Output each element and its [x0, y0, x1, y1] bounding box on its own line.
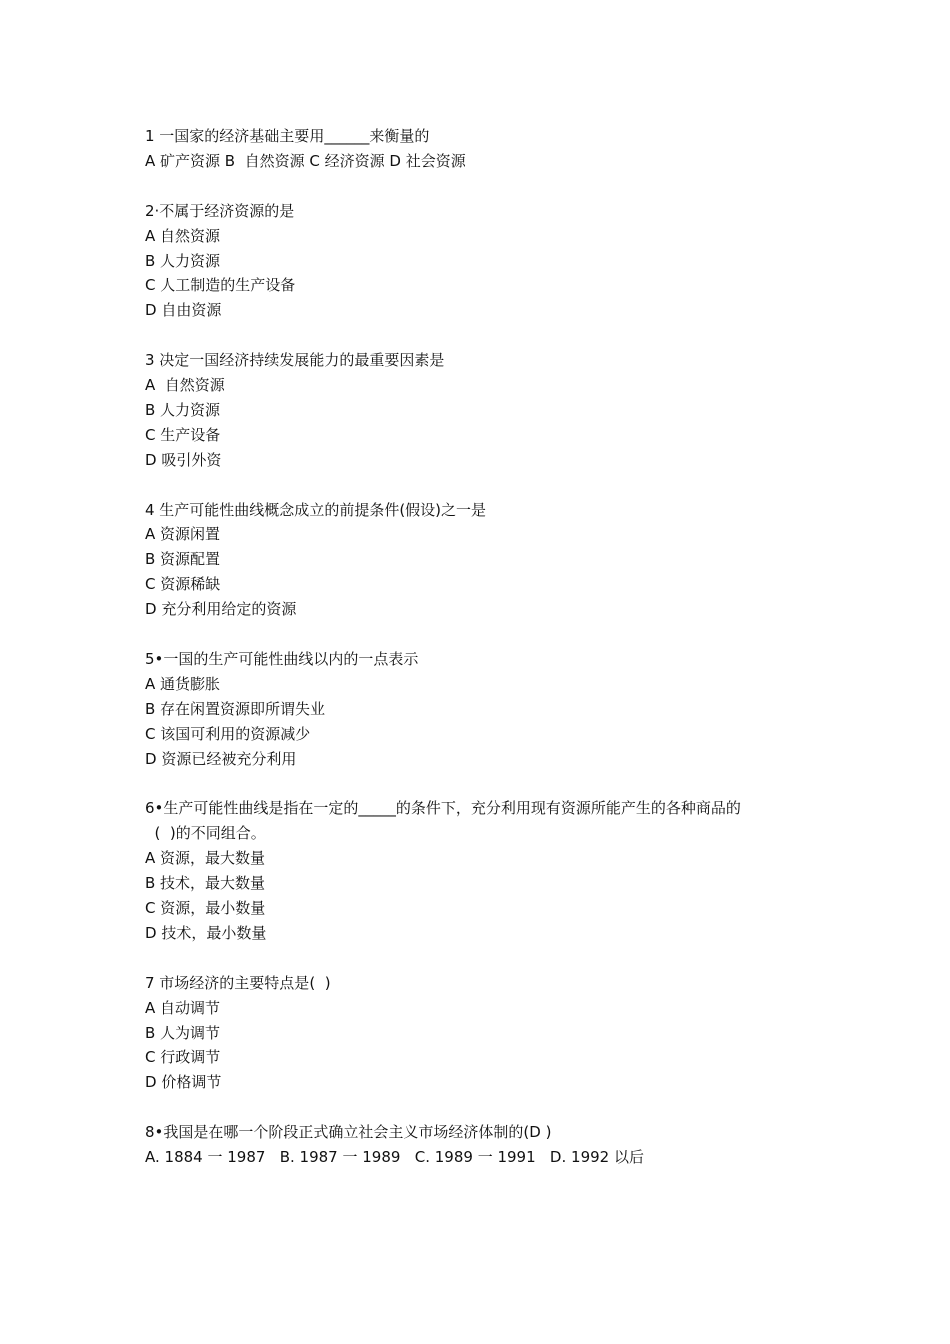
question-6-option-b: B 技术，最大数量 [145, 874, 266, 893]
blank-line [145, 622, 825, 647]
question-2-stem: 2·不属于经济资源的是 [145, 201, 295, 220]
question-6 [145, 796, 825, 945]
question-3-stem: 3 决定一国经济持续发展能力的最重要因素是 [145, 351, 445, 370]
question-7-option-c: C 行政调节 [145, 1048, 221, 1067]
question-6-stem-continued: ( )的不同组合。 [145, 824, 266, 843]
question-2-option-d: D 自由资源 [145, 301, 222, 320]
blank-line [145, 772, 825, 797]
question-7 [145, 971, 825, 1096]
question-5-stem: 5•一国的生产可能性曲线以内的一点表示 [145, 649, 419, 668]
question-2-option-a: A 自然资源 [145, 226, 221, 245]
question-3-option-a: A 自然资源 [145, 376, 225, 395]
question-4-stem: 4 生产可能性曲线概念成立的前提条件(假设)之一是 [145, 500, 487, 519]
question-4-option-b: B 资源配置 [145, 550, 221, 569]
blank-line [145, 946, 825, 971]
blank-line [145, 174, 825, 199]
question-4-option-c: C 资源稀缺 [145, 575, 221, 594]
question-3-option-b: B 人力资源 [145, 400, 221, 419]
question-5 [145, 647, 825, 772]
question-3 [145, 348, 825, 473]
question-1 [145, 124, 825, 174]
question-7-option-a: A 自动调节 [145, 998, 221, 1017]
question-6-option-c: C 资源，最小数量 [145, 899, 266, 918]
question-6-option-a: A 资源，最大数量 [145, 849, 266, 868]
question-8-options: A. 1884 一 1987 B. 1987 一 1989 C. 1989 一 1991 D. 1992 以后 [145, 1148, 644, 1167]
question-4 [145, 498, 825, 623]
question-2 [145, 199, 825, 324]
blank-line [145, 323, 825, 348]
question-2-option-c: C 人工制造的生产设备 [145, 276, 296, 295]
question-2-option-b: B 人力资源 [145, 251, 221, 270]
question-7-option-d: D 价格调节 [145, 1073, 222, 1092]
question-4-option-a: A 资源闲置 [145, 525, 221, 544]
blank-line [145, 1095, 825, 1120]
question-4-option-d: D 充分利用给定的资源 [145, 600, 297, 619]
question-5-option-d: D 资源已经被充分利用 [145, 749, 297, 768]
question-6-option-d: D 技术，最小数量 [145, 923, 267, 942]
blank-line [145, 473, 825, 498]
question-3-option-c: C 生产设备 [145, 425, 221, 444]
question-5-option-a: A 通货膨胀 [145, 674, 221, 693]
question-6-stem: 6•生产可能性曲线是指在一定的_____的条件下，充分利用现有资源所能产生的各种商品的 [145, 799, 741, 818]
question-5-option-c: C 该国可利用的资源减少 [145, 724, 311, 743]
question-list [145, 124, 825, 1170]
question-7-option-b: B 人为调节 [145, 1023, 221, 1042]
question-1-stem: 1 一国家的经济基础主要用______来衡量的 [145, 127, 430, 145]
question-8-stem: 8•我国是在哪一个阶段正式确立社会主义市场经济体制的(D ) [145, 1123, 552, 1142]
question-1-options: A 矿产资源 B 自然资源 C 经济资源 D 社会资源 [145, 151, 466, 170]
question-7-stem: 7 市场经济的主要特点是( ) [145, 973, 331, 992]
question-8 [145, 1120, 825, 1170]
question-3-option-d: D 吸引外资 [145, 450, 222, 469]
question-5-option-b: B 存在闲置资源即所谓失业 [145, 699, 326, 718]
